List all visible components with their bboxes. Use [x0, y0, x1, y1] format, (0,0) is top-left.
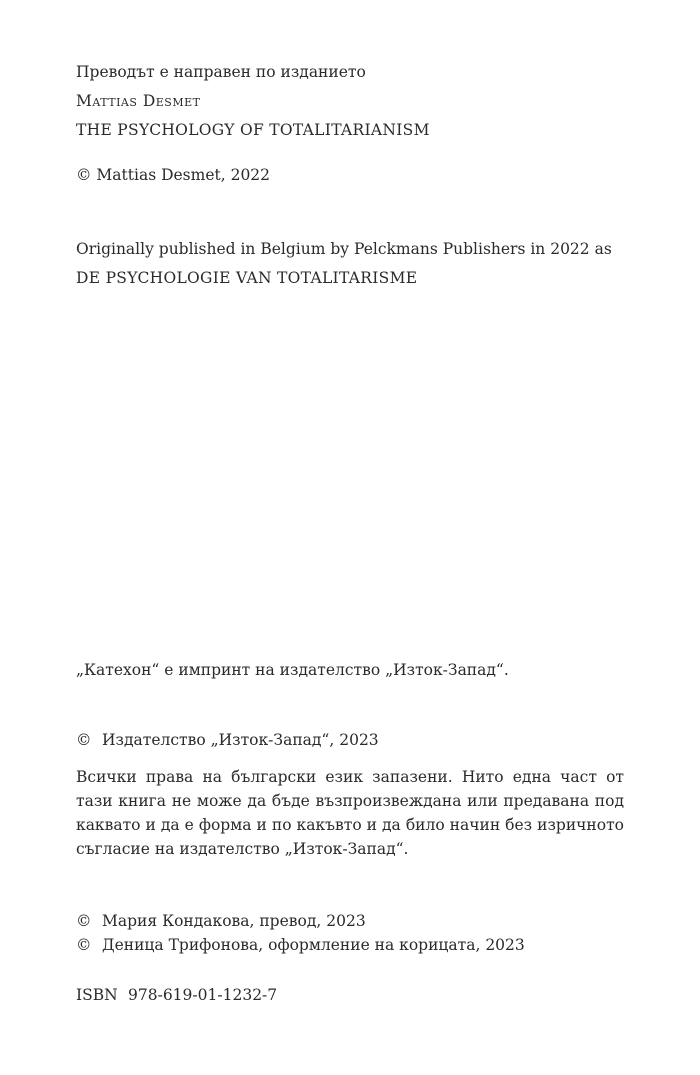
translator-credit	[76, 911, 366, 931]
translation-source-intro: Преводът е направен по изданието	[76, 63, 366, 81]
cover-design-credit	[76, 935, 525, 955]
isbn-value: 978-619-01-1232-7	[128, 986, 278, 1004]
copyright-symbol: ©	[76, 936, 92, 954]
copyright-symbol: ©	[76, 912, 92, 930]
rights-statement: Всички права на български език запазени. Нито една част от тази книга не може да бъде възпроизвеждана или предавана под каквато и да е форма и по какъвто и да било начин без изричното съгласие на издателство „Изток-Запад“.	[76, 768, 624, 858]
first-publication-note: Originally published in Belgium by Pelckmans Publishers in 2022 as	[76, 240, 612, 258]
publisher-copyright	[76, 730, 379, 750]
original-author: Mattias Desmet	[76, 92, 201, 110]
cover-design-credit-text: Деница Трифонова, оформление на корицата, 2023	[102, 936, 525, 954]
original-copyright: © Mattias Desmet, 2022	[76, 166, 271, 184]
isbn	[76, 985, 277, 1005]
imprint-note: „Катехон“ е импринт на издателство „Изток-Запад“.	[76, 661, 509, 679]
publisher-copyright-text: Издателство „Изток-Запад“, 2023	[102, 731, 379, 749]
original-title: THE PSYCHOLOGY OF TOTALITARIANISM	[76, 121, 430, 139]
copyright-symbol: ©	[76, 731, 92, 749]
first-publication-title: DE PSYCHOLOGIE VAN TOTALITARISME	[76, 269, 418, 287]
isbn-label: ISBN	[76, 986, 118, 1004]
translator-credit-text: Мария Кондакова, превод, 2023	[102, 912, 366, 930]
